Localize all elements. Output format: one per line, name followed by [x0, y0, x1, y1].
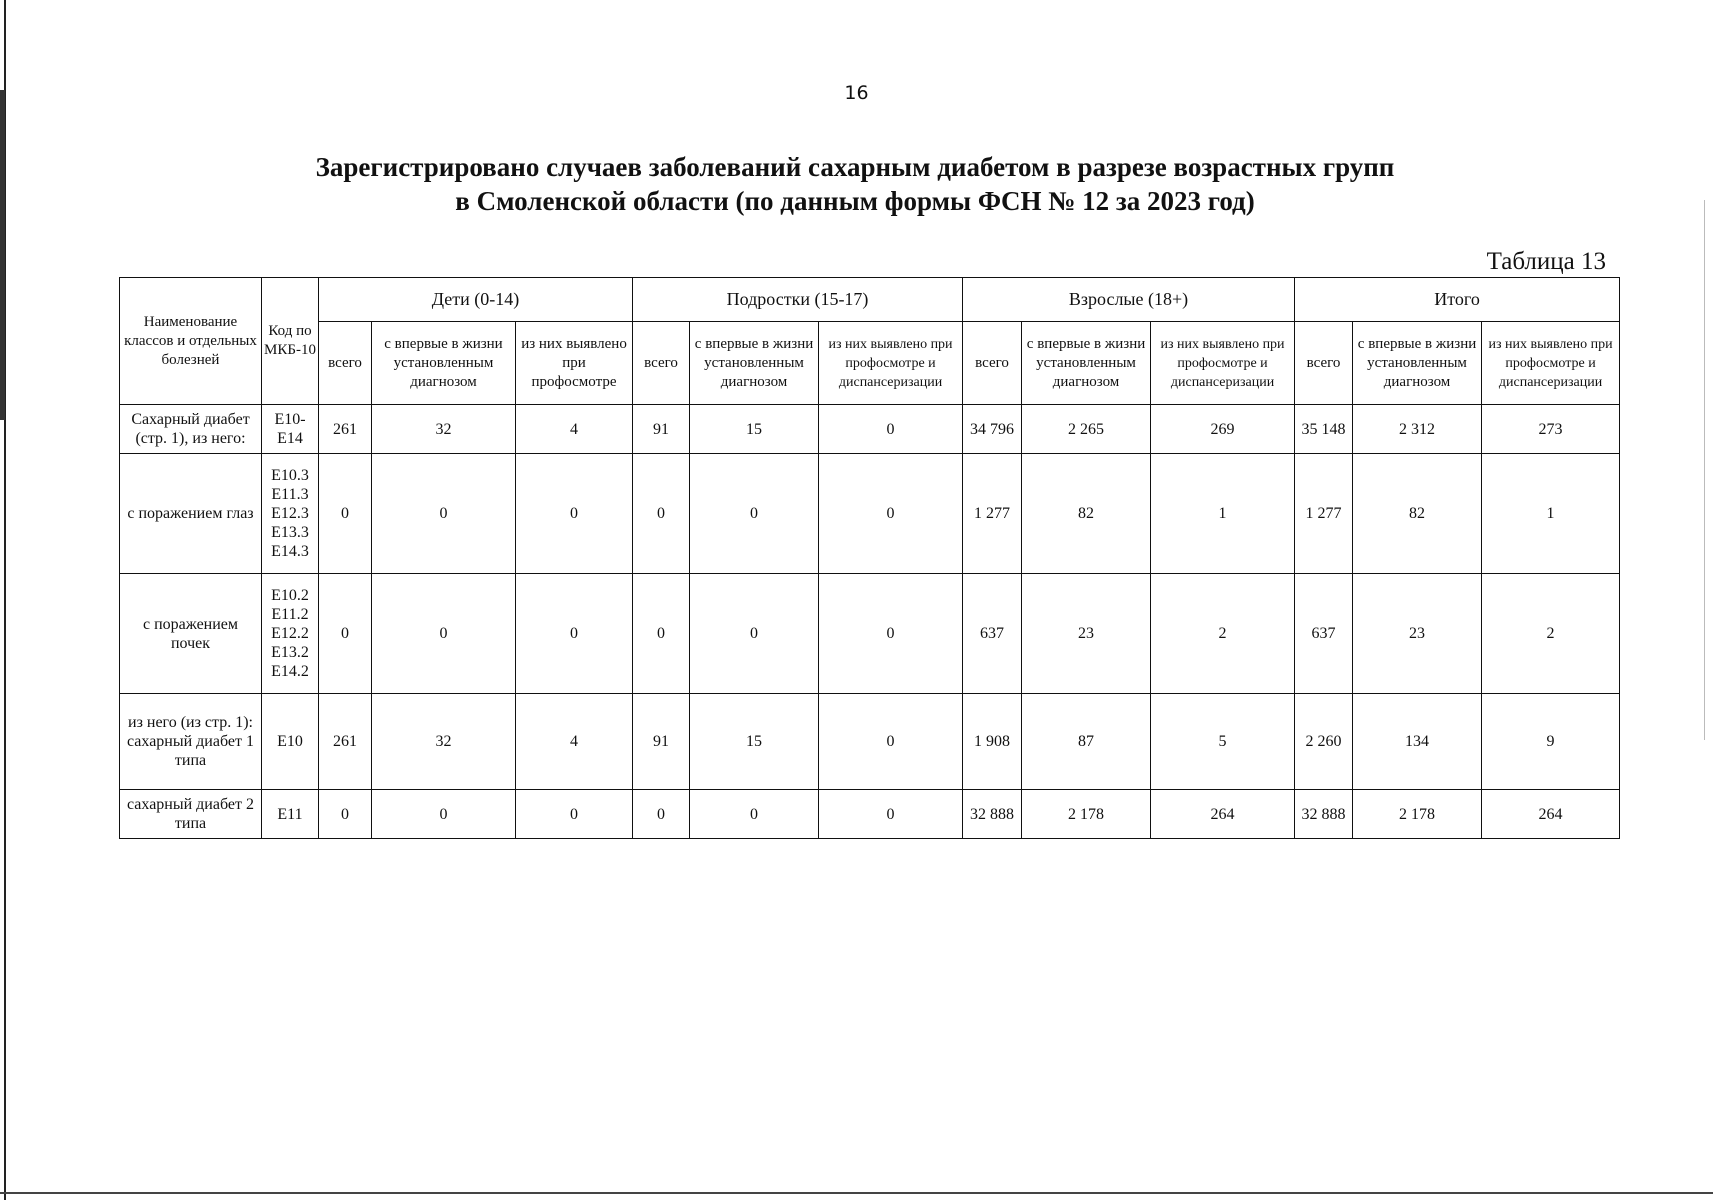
row-name: из него (из стр. 1): сахарный диабет 1 типа: [120, 694, 262, 790]
scan-border-bottom: [0, 1192, 1713, 1194]
cell-adults-total: 637: [963, 574, 1022, 694]
cell-adults-total: 1 277: [963, 454, 1022, 574]
document-title: [160, 150, 1550, 218]
cell-adults-total: 34 796: [963, 405, 1022, 454]
cell-children-checkup: 4: [516, 405, 633, 454]
code-line: E13.3: [271, 524, 309, 541]
header-adults-new: с впервые в жизни установленным диагнозом: [1022, 322, 1151, 405]
cell-total-total: 2 260: [1295, 694, 1353, 790]
header-total-total: всего: [1295, 322, 1353, 405]
row-code: [262, 694, 319, 790]
code-line: E12.2: [271, 625, 309, 642]
cell-children-new: 32: [372, 694, 516, 790]
header-children-checkup: из них выявлено при профосмотре: [516, 322, 633, 405]
page-number: 16: [844, 82, 869, 104]
cell-total-checkup: 264: [1482, 790, 1620, 839]
cell-total-total: 35 148: [1295, 405, 1353, 454]
cell-children-checkup: 0: [516, 454, 633, 574]
cell-children-total: 0: [319, 574, 372, 694]
cell-teens-new: 0: [690, 574, 819, 694]
table-row: [120, 405, 1620, 454]
cell-total-checkup: 1: [1482, 454, 1620, 574]
code-line: E10.3: [271, 467, 309, 484]
cell-adults-checkup: 2: [1151, 574, 1295, 694]
table-row: [120, 454, 1620, 574]
cell-adults-new: 2 265: [1022, 405, 1151, 454]
row-code: [262, 454, 319, 574]
row-code: [262, 790, 319, 839]
header-row-subcolumns: [120, 322, 1620, 405]
header-row-groups: [120, 278, 1620, 322]
cell-children-new: 0: [372, 574, 516, 694]
code-line: E11.2: [271, 606, 309, 623]
cell-adults-new: 82: [1022, 454, 1151, 574]
table-row: [120, 694, 1620, 790]
header-adults-checkup: из них выявлено при профосмотре и диспансеризации: [1151, 322, 1295, 405]
header-children-new: с впервые в жизни установленным диагнозом: [372, 322, 516, 405]
cell-children-new: 0: [372, 790, 516, 839]
code-line: E13.2: [271, 644, 309, 661]
header-teens-total: всего: [633, 322, 690, 405]
cell-children-total: 0: [319, 790, 372, 839]
scan-mark-left: [0, 90, 5, 420]
code-line: E10: [277, 733, 303, 750]
cell-children-new: 0: [372, 454, 516, 574]
cell-teens-total: 91: [633, 405, 690, 454]
code-line: E14.3: [271, 543, 309, 560]
code-line: E11: [277, 805, 303, 823]
cell-total-checkup: 273: [1482, 405, 1620, 454]
cell-adults-total: 1 908: [963, 694, 1022, 790]
code-line: E14: [277, 430, 303, 447]
cell-total-checkup: 2: [1482, 574, 1620, 694]
title-line-1: Зарегистрировано случаев заболеваний сахарным диабетом в разрезе возрастных групп: [315, 152, 1395, 182]
row-name: с поражением почек: [120, 574, 262, 694]
row-name: сахарный диабет 2 типа: [120, 790, 262, 839]
cell-total-checkup: 9: [1482, 694, 1620, 790]
header-rowname: Наименование классов и отдельных болезней: [120, 278, 262, 405]
cell-total-new: 23: [1353, 574, 1482, 694]
code-line: E11.3: [271, 486, 309, 503]
cell-teens-checkup: 0: [819, 454, 963, 574]
cell-total-new: 134: [1353, 694, 1482, 790]
header-code: Код по МКБ-10: [262, 278, 319, 405]
cell-children-checkup: 4: [516, 694, 633, 790]
cell-adults-checkup: 1: [1151, 454, 1295, 574]
cell-total-new: 82: [1353, 454, 1482, 574]
row-name: Сахарный диабет (стр. 1), из него:: [120, 405, 262, 454]
cell-teens-total: 0: [633, 790, 690, 839]
cell-total-total: 637: [1295, 574, 1353, 694]
cell-adults-new: 87: [1022, 694, 1151, 790]
cell-teens-total: 91: [633, 694, 690, 790]
row-code: [262, 574, 319, 694]
header-children-total: всего: [319, 322, 372, 405]
cell-adults-total: 32 888: [963, 790, 1022, 839]
header-teens-new: с впервые в жизни установленным диагнозом: [690, 322, 819, 405]
cell-children-total: 261: [319, 694, 372, 790]
cell-teens-total: 0: [633, 454, 690, 574]
cell-total-total: 1 277: [1295, 454, 1353, 574]
header-teens-checkup: из них выявлено при профосмотре и диспансеризации: [819, 322, 963, 405]
cell-adults-checkup: 5: [1151, 694, 1295, 790]
cell-children-checkup: 0: [516, 574, 633, 694]
cell-total-new: 2 178: [1353, 790, 1482, 839]
cell-teens-checkup: 0: [819, 790, 963, 839]
cell-children-new: 32: [372, 405, 516, 454]
cell-adults-new: 2 178: [1022, 790, 1151, 839]
cell-teens-new: 0: [690, 790, 819, 839]
table-row: [120, 574, 1620, 694]
header-total-checkup: из них выявлено при профосмотре и диспансеризации: [1482, 322, 1620, 405]
cell-teens-new: 15: [690, 694, 819, 790]
cell-teens-checkup: 0: [819, 694, 963, 790]
header-total-new: с впервые в жизни установленным диагнозом: [1353, 322, 1482, 405]
cell-teens-checkup: 0: [819, 405, 963, 454]
cell-total-total: 32 888: [1295, 790, 1353, 839]
header-group-children: Дети (0-14): [319, 278, 633, 322]
code-line: E14.2: [271, 663, 309, 680]
cell-total-new: 2 312: [1353, 405, 1482, 454]
title-line-2: в Смоленской области (по данным формы ФСН № 12 за 2023 год): [455, 186, 1255, 216]
table-row: [120, 790, 1620, 839]
cell-teens-new: 0: [690, 454, 819, 574]
code-line: E10-: [274, 411, 306, 428]
cell-adults-checkup: 269: [1151, 405, 1295, 454]
scan-border-right: [1704, 200, 1705, 740]
cell-children-checkup: 0: [516, 790, 633, 839]
code-line: E12.3: [271, 505, 309, 522]
cell-teens-total: 0: [633, 574, 690, 694]
row-name: с поражением глаз: [120, 454, 262, 574]
table-caption: Таблица 13: [1486, 248, 1606, 275]
header-group-total: Итого: [1295, 278, 1620, 322]
cell-adults-new: 23: [1022, 574, 1151, 694]
cell-teens-new: 15: [690, 405, 819, 454]
cell-adults-checkup: 264: [1151, 790, 1295, 839]
code-line: E10.2: [271, 587, 309, 604]
cell-teens-checkup: 0: [819, 574, 963, 694]
header-group-teens: Подростки (15-17): [633, 278, 963, 322]
header-group-adults: Взрослые (18+): [963, 278, 1295, 322]
diabetes-cases-table: [119, 277, 1620, 839]
cell-children-total: 261: [319, 405, 372, 454]
cell-children-total: 0: [319, 454, 372, 574]
row-code: [262, 405, 319, 454]
header-adults-total: всего: [963, 322, 1022, 405]
